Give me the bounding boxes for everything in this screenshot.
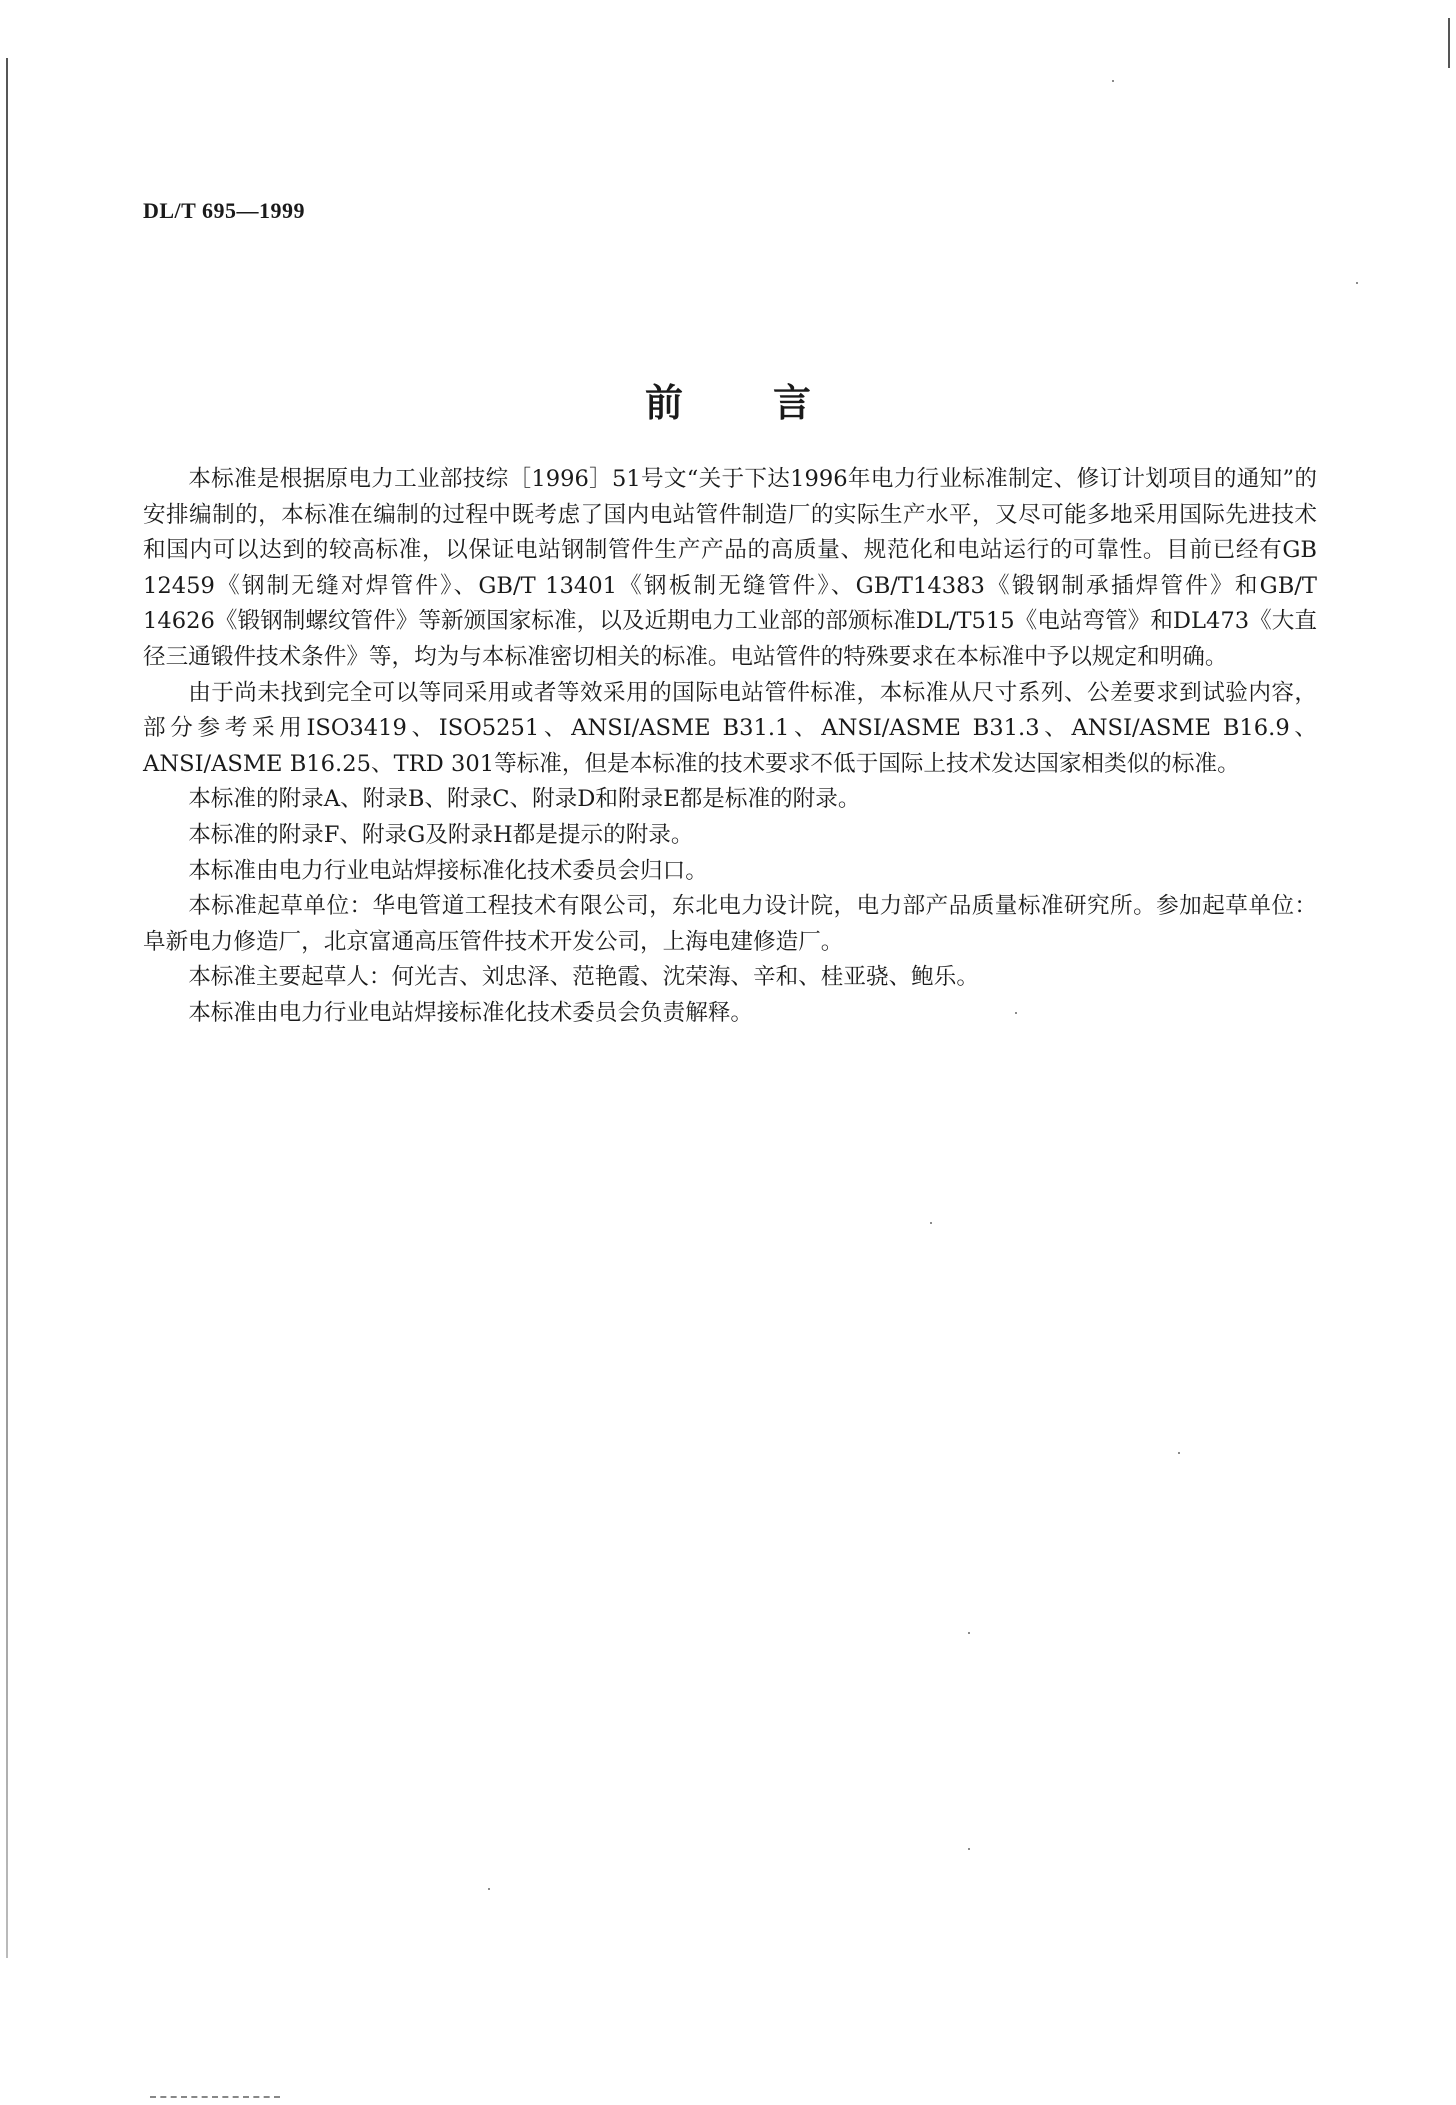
scan-bottom-mark — [150, 2096, 280, 2099]
scan-speck — [930, 1222, 932, 1224]
paragraph: 本标准起草单位：华电管道工程技术有限公司，东北电力设计院，电力部产品质量标准研究所。参加起草单位：阜新电力修造厂，北京富通高压管件技术开发公司，上海电建修造厂。 — [143, 893, 1317, 955]
paragraph: 本标准的附录A、附录B、附录C、附录D和附录E都是标准的附录。 — [188, 786, 861, 813]
scan-speck — [968, 1632, 970, 1634]
scan-left-edge — [6, 58, 8, 1958]
paragraph: 本标准由电力行业电站焊接标准化技术委员会归口。 — [188, 857, 708, 884]
scan-speck — [968, 1848, 970, 1850]
scan-speck — [1112, 80, 1114, 82]
document-code: DL/T 695—1999 — [143, 198, 305, 223]
paragraph: 本标准主要起草人：何光吉、刘忠泽、范艳霞、沈荣海、辛和、桂亚骁、鲍乐。 — [188, 964, 979, 991]
page-title: 前言 — [644, 380, 901, 425]
paragraph: 由于尚未找到完全可以等同采用或者等效采用的国际电站管件标准，本标准从尺寸系列、公差要求到试验内容，部分参考采用ISO3419、ISO5251、ANSI/ASME B31.1、ANSI/ASME B31.3、ANSI/ASME B16.9、ANSI/ASME B16.25、TRD 301等标准，但是本标准的技术要求不低于国际上技术发达国家相类似的标准。 — [143, 679, 1317, 777]
scan-right-edge — [1448, 18, 1450, 68]
paragraph: 本标准是根据原电力工业部技综［1996］51号文“关于下达1996年电力行业标准制定、修订计划项目的通知”的安排编制的，本标准在编制的过程中既考虑了国内电站管件制造厂的实际生产水平，又尽可能多地采用国际先进技术和国内可以达到的较高标准，以保证电站钢制管件生产产品的高质量、规范化和电站运行的可靠性。目前已经有GB 12459《钢制无缝对焊管件》、GB/T 13401《钢板制无缝管件》、GB/T14383《锻钢制承插焊管件》和GB/T 14626《锻钢制螺纹管件》等新颁国家标准，以及近期电力工业部的部颁标准DL/T515《电站弯管》和DL473《大直径三通锻件技术条件》等，均为与本标准密切相关的标准。电站管件的特殊要求在本标准中予以规定和明确。 — [143, 466, 1317, 670]
paragraph: 本标准由电力行业电站焊接标准化技术委员会负责解释。 — [188, 999, 754, 1026]
scan-speck — [1356, 282, 1358, 284]
scan-speck — [488, 1888, 490, 1890]
scan-speck — [1178, 1452, 1180, 1454]
foreword-body — [143, 462, 1317, 1032]
paragraph: 本标准的附录F、附录G及附录H都是提示的附录。 — [188, 821, 694, 848]
